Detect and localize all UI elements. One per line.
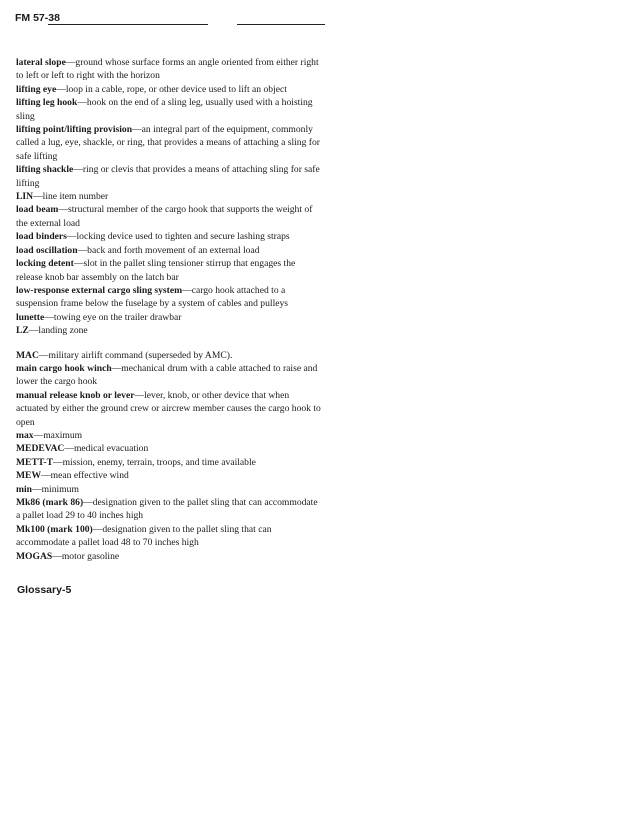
glossary-term: MEW bbox=[16, 470, 42, 482]
glossary-definition: —locking device used to tighten and secure lashing straps bbox=[66, 231, 290, 243]
glossary-definition: —designation given to the pallet sling that can accommodate a pallet load 48 to 70 inches high bbox=[16, 523, 272, 549]
glossary-term: lunette bbox=[16, 311, 45, 323]
glossary-entry bbox=[16, 203, 322, 230]
glossary-entry bbox=[16, 324, 322, 337]
glossary-definition: —motor gasoline bbox=[52, 550, 120, 562]
glossary-term: Mk100 (mark 100) bbox=[16, 523, 93, 535]
glossary-definition: —loop in a cable, rope, or other device used to lift an object bbox=[56, 83, 287, 95]
page-footer: Glossary-5 bbox=[17, 584, 72, 596]
glossary-definition: —designation given to the pallet sling that can accommodate a pallet load 29 to 40 inches high bbox=[16, 497, 318, 522]
glossary-entry bbox=[16, 284, 322, 311]
glossary-definition: —structural member of the cargo hook that supports the weight of the external load bbox=[16, 204, 313, 229]
glossary-definition: —maximum bbox=[33, 429, 83, 441]
glossary-entry bbox=[16, 550, 322, 563]
glossary-term: manual release knob or lever bbox=[16, 389, 135, 401]
glossary-entry bbox=[16, 523, 322, 550]
glossary-entry bbox=[16, 163, 322, 190]
glossary-definition: —slot in the pallet sling tensioner stirrup that engages the release knob bar assembly on the latch bar bbox=[16, 258, 296, 283]
glossary-entry bbox=[16, 429, 322, 442]
header-rule bbox=[48, 24, 208, 25]
glossary-list bbox=[16, 56, 322, 563]
glossary-definition: —back and forth movement of an external load bbox=[77, 244, 260, 256]
glossary-definition: —landing zone bbox=[28, 325, 88, 337]
glossary-definition: —medical evacuation bbox=[64, 443, 149, 455]
glossary-term: min bbox=[16, 483, 32, 495]
manual-number: FM 57-38 bbox=[15, 12, 60, 24]
glossary-entry bbox=[16, 311, 322, 324]
glossary-term: locking detent bbox=[16, 258, 74, 270]
glossary-term: load beam bbox=[16, 204, 59, 216]
glossary-term: lifting leg hook bbox=[16, 97, 78, 109]
glossary-entry bbox=[16, 469, 322, 482]
glossary-term: lifting shackle bbox=[16, 164, 74, 176]
glossary-term: MAC bbox=[16, 349, 39, 361]
glossary-term: lifting point/lifting provision bbox=[16, 124, 133, 136]
glossary-entry bbox=[16, 442, 322, 455]
glossary-definition: —hook on the end of a sling leg, usually used with a hoisting sling bbox=[16, 97, 313, 122]
glossary-entry bbox=[16, 123, 322, 163]
glossary-entry bbox=[16, 96, 322, 123]
glossary-term: main cargo hook winch bbox=[16, 362, 112, 374]
glossary-definition: —ring or clevis that provides a means of attaching sling for safe lifting bbox=[16, 164, 320, 189]
glossary-entry bbox=[16, 244, 322, 257]
glossary-definition: —line item number bbox=[33, 191, 109, 203]
glossary-definition: —military airlift command (superseded by AMC). bbox=[38, 349, 233, 361]
glossary-definition: —mean effective wind bbox=[41, 470, 129, 482]
glossary-entry bbox=[16, 230, 322, 243]
glossary-term: load oscillation bbox=[16, 244, 78, 256]
glossary-definition: —towing eye on the trailer drawbar bbox=[44, 311, 182, 323]
glossary-term: LIN bbox=[16, 191, 34, 203]
glossary-entry bbox=[16, 83, 322, 96]
glossary-definition: —minimum bbox=[32, 483, 79, 495]
page-header bbox=[15, 12, 325, 26]
glossary-term: low-response external cargo sling system bbox=[16, 284, 183, 296]
glossary-definition: —mission, enemy, terrain, troops, and time available bbox=[52, 456, 256, 468]
glossary-term: lateral slope bbox=[16, 57, 66, 68]
glossary-term: max bbox=[16, 429, 34, 441]
glossary-definition: —ground whose surface forms an angle oriented from either right to left or left to right with the horizon bbox=[16, 57, 319, 82]
glossary-definition: —an integral part of the equipment, commonly called a lug, eye, shackle, or ring, that provides a means of attaching a sling for safe lifting bbox=[16, 124, 320, 162]
glossary-term: MOGAS bbox=[16, 550, 53, 562]
glossary-entry bbox=[16, 362, 322, 389]
glossary-definition: —lever, knob, or other device that when actuated by either the ground crew or aircrew member causes the cargo hook to open bbox=[16, 389, 321, 428]
glossary-definition: —cargo hook attached to a suspension frame below the fuselage by a system of cables and pulleys bbox=[16, 284, 289, 310]
glossary-entry bbox=[16, 349, 322, 362]
glossary-term: load binders bbox=[16, 231, 67, 243]
glossary-entry bbox=[16, 389, 322, 429]
glossary-definition: —mechanical drum with a cable attached to raise and lower the cargo hook bbox=[16, 362, 318, 388]
header-rule bbox=[237, 24, 325, 25]
glossary-term: LZ bbox=[16, 325, 29, 337]
glossary-term: MEDEVAC bbox=[16, 443, 65, 455]
glossary-entry bbox=[16, 257, 322, 284]
glossary-entry bbox=[16, 190, 322, 203]
glossary-entry bbox=[16, 56, 322, 83]
glossary-term: METT-T bbox=[16, 456, 53, 468]
glossary-term: lifting eye bbox=[16, 83, 57, 95]
glossary-term: Mk86 (mark 86) bbox=[16, 497, 84, 508]
glossary-entry bbox=[16, 483, 322, 496]
glossary-entry bbox=[16, 496, 322, 523]
glossary-entry bbox=[16, 456, 322, 469]
